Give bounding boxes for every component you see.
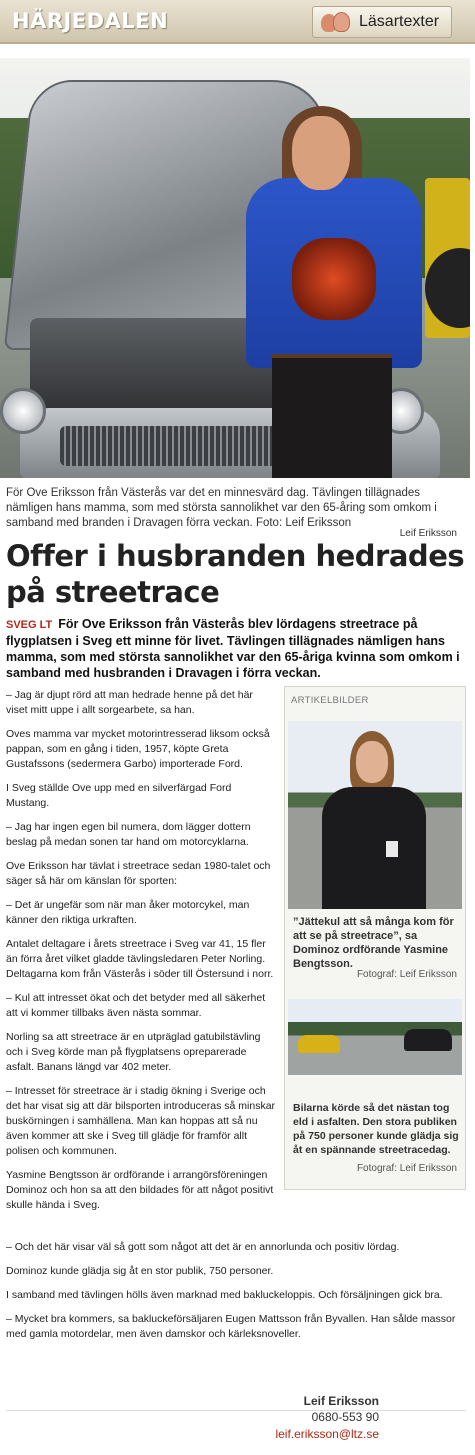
sidebar-photo-woman[interactable]: [288, 721, 462, 909]
article-body: [6, 688, 276, 1222]
byline: [275, 1393, 379, 1442]
dateline: SVEG LT: [6, 619, 53, 631]
divider: [6, 1410, 466, 1411]
body-paragraph: – Det är ungefär som när man åker motorcykel, man känner den riktiga urkraften.: [6, 899, 250, 926]
body-paragraph: I Sveg ställde Ove upp med en silverfärgad Ford Mustang.: [6, 782, 232, 809]
sidebar-photo-cars[interactable]: [288, 999, 462, 1075]
people-icon: [319, 10, 353, 34]
sidebar-title: ARTIKELBILDER: [291, 695, 369, 706]
body-paragraph: – Mycket bra kommers, sa bakluckeförsäljaren Eugen Mattsson från Byvallen. Han sålde massor med gamla motordelar, men även damskor och kärleksnoveller.: [6, 1313, 456, 1340]
photo-credit: Fotograf: Leif Eriksson: [356, 969, 457, 980]
article-body-continued: [6, 1240, 466, 1351]
sidebar-photo-caption: ”Jättekul att så många kom för att se på streetrace”, sa Dominoz ordförande Yasmine Bengtsson.: [293, 916, 454, 970]
hero-caption: För Ove Eriksson från Västerås var det en minnesvärd dag. Tävlingen tillägnades nämligen hans mamma, som med största sannolikhet var den 65-åring som omkom i samband med branden i Dravagen förra veckan. Foto: Leif Eriksson: [6, 487, 437, 529]
body-paragraph: Ove Eriksson har tävlat i streetrace sedan 1980-talet och säger så här om känslan för sporten:: [6, 860, 271, 887]
body-paragraph: Oves mamma var mycket motorintresserad liksom också pappan, som en gång i tiden, 1957, köpte Greta Gustafssons (sedermera Garbo) importerade Ford.: [6, 728, 270, 770]
body-paragraph: Yasmine Bengtsson är ordförande i arrangörsföreningen Dominoz och hon sa att den bildades för att något positivt skulle hända i Sveg.: [6, 1169, 274, 1211]
body-paragraph: I samband med tävlingen hölls även marknad med bakluckeloppis. Och försäljningen gick bra.: [6, 1289, 443, 1301]
readers-texts-label: Läsartexter: [359, 13, 440, 30]
author-phone: 0680-553 90: [311, 1410, 379, 1424]
author-email-link[interactable]: leif.eriksson@ltz.se: [275, 1427, 379, 1441]
body-paragraph: Norling sa att streetrace är en utpräglad gatubilstävling och i Sveg körde man på flygplatsens opreparerade asfalt. Banans längd var 402 meter.: [6, 1031, 261, 1073]
body-paragraph: Antalet deltagare i årets streetrace i Sveg var 41, 15 fler än förra året vilket gladde tävlingsledaren Peter Norling. Deltagarna kom från Västerås i söder till Östersund i norr.: [6, 938, 274, 980]
hero-photo[interactable]: [0, 58, 470, 478]
article-lead: [6, 616, 466, 681]
photo-credit: Fotograf: Leif Eriksson: [356, 1163, 457, 1174]
section-header: [0, 0, 475, 44]
readers-texts-button[interactable]: [312, 6, 452, 38]
body-paragraph: – Jag är djupt rörd att man hedrade henne på det här viset mitt uppe i allt sorgearbete, sa han.: [6, 689, 253, 716]
author-name: Leif Eriksson: [303, 1394, 379, 1408]
hero-credit: Leif Eriksson: [399, 528, 457, 539]
body-paragraph: – Jag har ingen egen bil numera, dom lägger dottern beslag på medan sonen tar hand om motorcyklarna.: [6, 821, 251, 848]
section-title: HÄRJEDALEN: [12, 9, 169, 33]
body-paragraph: – Kul att intresset ökat och det betyder med all säkerhet att vi kommer tillbaks även nästa sommar.: [6, 992, 266, 1019]
body-paragraph: Dominoz kunde glädja sig åt en stor publik, 750 personer.: [6, 1265, 274, 1277]
lead-text: För Ove Eriksson från Västerås blev lördagens streetrace på flygplatsen i Sveg ett minne för livet. Tävlingen tillägnades nämligen hans mamma, som med största sannolikhet var den 65-åriga kvinna som omkom i samband med husbranden i Dravagen i förra veckan.: [6, 617, 460, 680]
body-paragraph: – Och det här visar väl så gott som något att det är en annorlunda och positiv lördag.: [6, 1241, 400, 1253]
body-paragraph: – Intresset för streetrace är i stadig ökning i Sverige och det har visat sig att där bilsporten introduceras så minskar buskörningen i samhällena. Man kan hoppas att så nu även kommer att ske i Sveg till glädje för framför allt polisen och kommunen.: [6, 1085, 276, 1157]
article-headline: Offer i husbranden hedrades på streetrace: [6, 539, 465, 609]
sidebar-photo-caption: Bilarna körde så det nästan tog eld i asfalten. Den stora publiken på 750 personer kunde glädja sig åt en spännande streetracedag.: [293, 1102, 459, 1156]
article-images-sidebar: [284, 686, 466, 1190]
